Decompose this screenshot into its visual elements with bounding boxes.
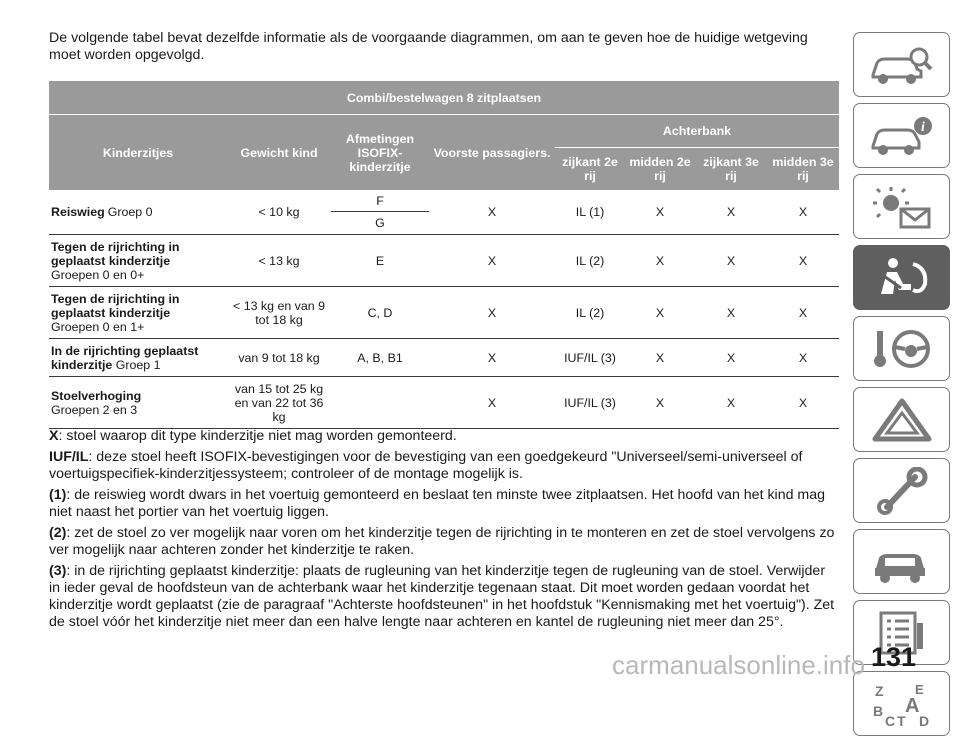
table-row — [49, 287, 839, 339]
row-zijkant-3e: X — [695, 287, 767, 339]
table-row — [49, 339, 839, 377]
category-plain: Groep 1 — [115, 357, 161, 372]
table-row — [49, 190, 839, 212]
index-letter: E — [914, 681, 924, 697]
header-kinderzitjes: Kinderzitjes — [49, 115, 227, 191]
note-text: : stoel waarop dit type kinderzitje niet mag worden gemonteerd. — [58, 428, 457, 444]
table-row — [49, 235, 839, 287]
tab-starting-driving[interactable] — [853, 316, 950, 381]
note-text: : in de rijrichting geplaatst kinderzitje: plaats de rugleuning van het kinderzitje tegen de rugleuning van de stoel. Verwijder in ieder geval de hoofdsteun van de achterbank waar het kinderzitje tegenaan staat. Dit moet worden gedaan voordat het kinderzitje wordt geplaatst (zie de paragraaf "Achterste hoofdsteunen" in het hoofdstuk "Kennismaking met het voertuig"). Zet de stoel vóór het kinderzitje niet meer dan een halve lengte naar achteren en kantel de rugleuning niet meer dan 25°. — [49, 563, 835, 630]
row-midden-3e: X — [767, 377, 839, 429]
index-letter: D — [918, 712, 929, 728]
header-midden-3e-rij: midden 3e rij — [767, 148, 839, 191]
category-bold: In de rijrichting geplaatst kinderzitje — [51, 343, 199, 372]
row-voorste: X — [429, 190, 555, 235]
category-bold: Stoelverhoging — [51, 388, 142, 403]
warning-triangle-icon — [867, 396, 937, 444]
note-key: IUF/IL — [49, 449, 89, 465]
table-row — [49, 377, 839, 429]
row-weight: van 9 tot 18 kg — [227, 339, 331, 377]
row-midden-2e: X — [625, 190, 695, 235]
row-zijkant-3e: X — [695, 190, 767, 235]
note-2 — [49, 525, 839, 559]
row-category — [49, 377, 227, 429]
row-voorste: X — [429, 287, 555, 339]
row-midden-2e: X — [625, 235, 695, 287]
row-zijkant-3e: X — [695, 339, 767, 377]
row-zijkant-3e: X — [695, 235, 767, 287]
isofix-compatibility-table — [49, 81, 839, 429]
row-category — [49, 287, 227, 339]
row-zijkant-2e: IL (1) — [555, 190, 625, 235]
row-midden-3e: X — [767, 235, 839, 287]
row-zijkant-2e: IUF/IL (3) — [555, 377, 625, 429]
row-category — [49, 339, 227, 377]
tab-car-service[interactable] — [853, 529, 950, 594]
note-text: : zet de stoel zo ver mogelijk naar voren om het kinderzitje tegen de rijrichting in te monteren en zet de stoel vervolgens zo ver mogelijk naar achteren zonder het kinderzitje te raken. — [49, 525, 835, 558]
row-weight: < 13 kg — [227, 235, 331, 287]
row-size: A, B, B1 — [331, 339, 429, 377]
svg-text:i: i — [920, 119, 925, 135]
tab-car-info[interactable] — [853, 103, 950, 168]
row-weight: < 10 kg — [227, 190, 331, 235]
table-notes — [49, 428, 839, 635]
header-midden-2e-rij: midden 2e rij — [625, 148, 695, 191]
table-title-text: Combi/bestelwagen 8 zitplaatsen — [346, 90, 542, 105]
note-text: : deze stoel heeft ISOFIX-bevestigingen voor de bevestiging van een goedgekeurd "Universeel/semi-universeel of voertuigspecifiek-kinderzitjessysteem; controleer of de montage mogelijk is. — [49, 449, 803, 482]
row-weight: < 13 kg en van 9 tot 18 kg — [227, 287, 331, 339]
index-letter: B — [872, 702, 883, 719]
car-search-icon — [867, 41, 937, 89]
warning-light-message-icon — [867, 183, 937, 231]
chapter-tabs — [853, 32, 952, 742]
car-info-icon — [867, 112, 937, 160]
category-bold: Tegen de rijrichting in geplaatst kinderzitje — [51, 239, 180, 268]
tab-maintenance[interactable] — [853, 458, 950, 523]
index-letter: Z — [874, 682, 884, 699]
watermark: carmanualsonline.info — [612, 650, 865, 680]
car-service-icon — [867, 538, 937, 586]
header-afmetingen: Afmetingen ISOFIX-kinderzitje — [331, 115, 429, 191]
row-size: E — [331, 235, 429, 287]
table-title — [49, 81, 839, 115]
note-key: (2) — [49, 525, 67, 541]
key-steering-wheel-icon — [867, 325, 937, 373]
intro-text: De volgende tabel bevat dezelfde informatie als de voorgaande diagrammen, om aan te geven hoe de huidige wetgeving moet worden opgevolgd. — [49, 30, 808, 63]
row-midden-2e: X — [625, 287, 695, 339]
tab-car-search[interactable] — [853, 32, 950, 97]
row-zijkant-3e: X — [695, 377, 767, 429]
category-plain: Groepen 0 en 0+ — [51, 267, 145, 282]
row-category — [49, 190, 227, 235]
row-midden-3e: X — [767, 190, 839, 235]
note-x — [49, 428, 839, 445]
child-seat-airbag-icon — [867, 254, 937, 302]
row-zijkant-2e: IL (2) — [555, 235, 625, 287]
header-zijkant-3e-rij: zijkant 3e rij — [695, 148, 767, 191]
index-letter: T — [896, 712, 906, 728]
note-iuf-il — [49, 449, 839, 483]
row-midden-2e: X — [625, 339, 695, 377]
note-key: (3) — [49, 563, 67, 579]
page-number: 131 — [871, 642, 917, 672]
tab-child-seat[interactable] — [853, 245, 950, 310]
row-voorste: X — [429, 377, 555, 429]
row-zijkant-2e: IL (2) — [555, 287, 625, 339]
note-key: X — [49, 428, 59, 444]
row-size-g: G — [331, 212, 429, 235]
category-plain: Groepen 2 en 3 — [51, 402, 138, 417]
note-text: : de reiswieg wordt dwars in het voertuig gemonteerd en beslaat ten minste twee zitplaatsen. Het hoofd van het kind mag niet naast het portier van het voertuig liggen. — [49, 487, 826, 520]
tab-emergency[interactable] — [853, 387, 950, 452]
row-midden-3e: X — [767, 287, 839, 339]
header-zijkant-2e-rij: zijkant 2e rij — [555, 148, 625, 191]
note-3 — [49, 563, 839, 631]
tab-warning-lights[interactable] — [853, 174, 950, 239]
row-zijkant-2e: IUF/IL (3) — [555, 339, 625, 377]
row-midden-2e: X — [625, 377, 695, 429]
header-voorste: Voorste passagiers. — [429, 115, 555, 191]
tab-index[interactable] — [853, 671, 950, 736]
index-letter: A — [904, 694, 919, 717]
row-size: C, D — [331, 287, 429, 339]
row-voorste: X — [429, 235, 555, 287]
row-category — [49, 235, 227, 287]
wrench-icon — [867, 467, 937, 515]
index-letter: C — [884, 712, 895, 728]
category-plain: Groepen 0 en 1+ — [51, 319, 145, 334]
header-achterbank: Achterbank — [555, 115, 839, 148]
header-gewicht: Gewicht kind — [227, 115, 331, 191]
alphabetical-index-icon — [867, 680, 937, 728]
row-size — [331, 377, 429, 429]
row-weight: van 15 tot 25 kg en van 22 tot 36 kg — [227, 377, 331, 429]
row-size-f: F — [331, 190, 429, 212]
row-midden-3e: X — [767, 339, 839, 377]
row-voorste: X — [429, 339, 555, 377]
category-plain: Groep 0 — [107, 205, 153, 219]
category-bold: Reiswieg — [51, 205, 105, 219]
note-1 — [49, 487, 839, 521]
note-key: (1) — [49, 487, 67, 503]
category-bold: Tegen de rijrichting in geplaatst kinderzitje — [51, 291, 180, 320]
